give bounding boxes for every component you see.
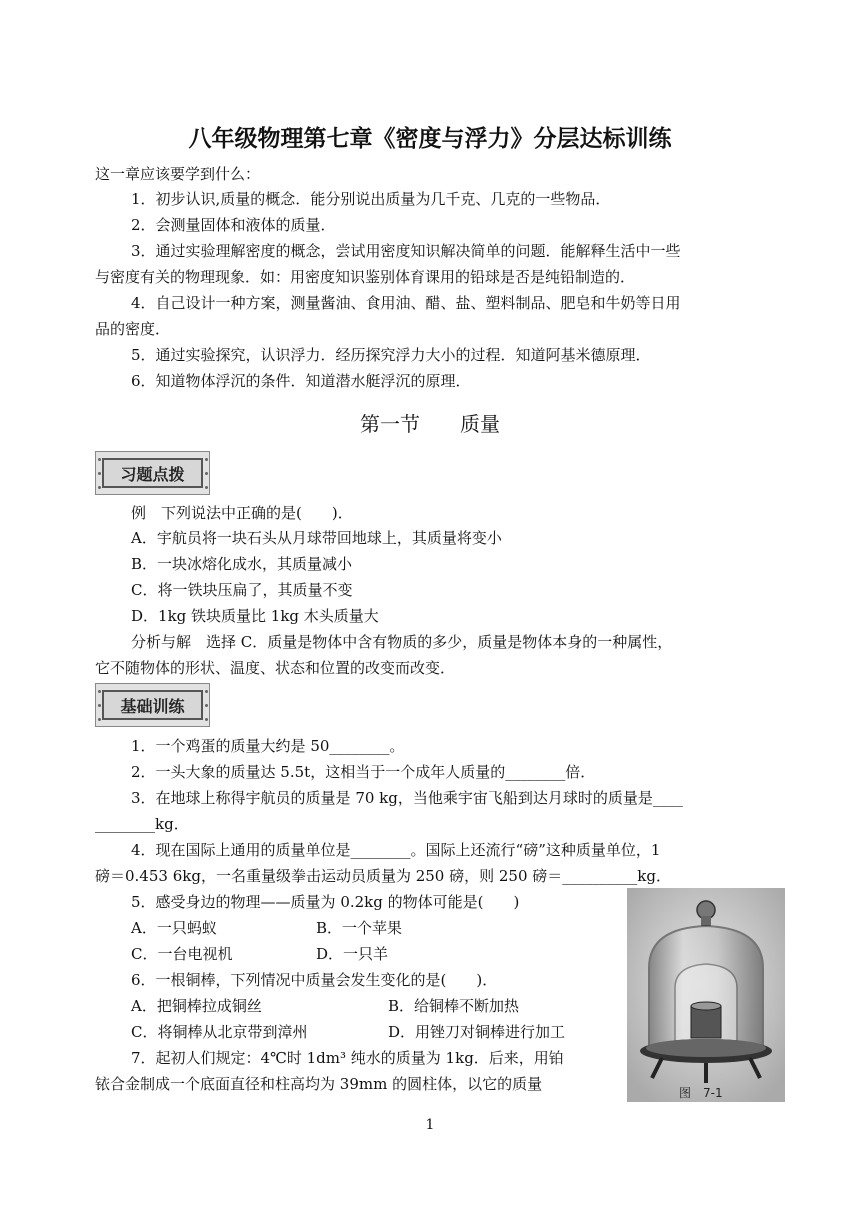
exercise-item: 5．感受身边的物理——质量为 0.2kg 的物体可能是( ) <box>131 893 520 911</box>
example-option: A．宇航员将一块石头从月球带回地球上，其质量将变小 <box>131 529 502 547</box>
exercise-option: A．一只蚂蚁 <box>131 919 217 937</box>
exercise-option: D．用锉刀对铜棒进行加工 <box>388 1023 566 1041</box>
example-option: D．1kg 铁块质量比 1kg 木头质量大 <box>131 607 379 625</box>
page-number: 1 <box>425 1117 435 1133</box>
exercise-option: D．一只羊 <box>316 945 389 963</box>
exercise-item-cont: 铱合金制成一个底面直径和柱高均为 39mm 的圆柱体，以它的质量 <box>95 1075 543 1093</box>
exercise-option: C．将铜棒从北京带到漳州 <box>131 1023 308 1041</box>
exercise-item: 6．一根铜棒，下列情况中质量会发生变化的是( )． <box>131 971 498 989</box>
intro-heading: 这一章应该要学到什么： <box>95 165 261 183</box>
section-title: 第一节 质量 <box>360 412 500 436</box>
intro-item: 1．初步认识,质量的概念．能分别说出质量为几千克、几克的一些物品． <box>131 190 611 208</box>
exercise-item-cont: 磅＝0.453 6kg，一名重量级拳击运动员质量为 250 磅，则 250 磅＝__________kg． <box>95 867 671 885</box>
basic-training-badge-label: 基础训练 <box>102 690 203 720</box>
exercise-item-cont: ________kg． <box>95 815 189 833</box>
example-analysis-cont: 它不随物体的形状、温度、状态和位置的改变而改变． <box>95 659 456 677</box>
tips-badge <box>95 451 210 495</box>
example-option: C．将一铁块压扁了，其质量不变 <box>131 581 353 599</box>
exercise-option: C．一台电视机 <box>131 945 233 963</box>
intro-item: 6．知道物体浮沉的条件．知道潜水艇浮沉的原理． <box>131 372 471 390</box>
exercise-option: A．把铜棒拉成铜丝 <box>131 997 262 1015</box>
basic-training-badge <box>95 683 210 727</box>
exercise-option: B．一个苹果 <box>316 919 403 937</box>
example-option: B．一块冰熔化成水，其质量减小 <box>131 555 353 573</box>
exercise-option: B．给铜棒不断加热 <box>388 997 520 1015</box>
example-analysis: 分析与解 选择 C．质量是物体中含有物质的多少，质量是物体本身的一种属性， <box>131 633 673 651</box>
exercise-item: 7．起初人们规定：4℃时 1dm³ 纯水的质量为 1kg．后来，用铂 <box>131 1049 564 1067</box>
intro-item-cont: 与密度有关的物理现象．如：用密度知识鉴别体育课用的铅球是否是纯铅制造的． <box>95 268 636 286</box>
intro-item: 4．自己设计一种方案，测量酱油、食用油、醋、盐、塑料制品、肥皂和牛奶等日用 <box>131 294 681 312</box>
intro-item: 5．通过实验探究，认识浮力．经历探究浮力大小的过程．知道阿基米德原理． <box>131 346 651 364</box>
exercise-item: 1．一个鸡蛋的质量大约是 50________。 <box>131 737 405 755</box>
exercise-item: 2．一头大象的质量达 5.5t，这相当于一个成年人质量的________倍． <box>131 763 596 781</box>
intro-item-cont: 品的密度． <box>95 320 171 338</box>
bell-jar-figure <box>627 888 785 1102</box>
intro-item: 2．会测量固体和液体的质量． <box>131 216 336 234</box>
figure-caption: 图 7-1 <box>679 1086 723 1100</box>
tips-badge-label: 习题点拨 <box>102 458 203 488</box>
example-question: 例 下列说法中正确的是( )． <box>131 504 353 522</box>
bell-jar-illustration <box>627 888 785 1102</box>
page-title: 八年级物理第七章《密度与浮力》分层达标训练 <box>188 126 672 152</box>
exercise-item: 3．在地球上称得宇航员的质量是 70 kg，当他乘宇宙飞船到达月球时的质量是____ <box>131 789 683 807</box>
intro-item: 3．通过实验理解密度的概念，尝试用密度知识解决简单的问题．能解释生活中一些 <box>131 242 681 260</box>
exercise-item: 4．现在国际上通用的质量单位是________。国际上还流行“磅”这种质量单位，1 <box>131 841 661 859</box>
